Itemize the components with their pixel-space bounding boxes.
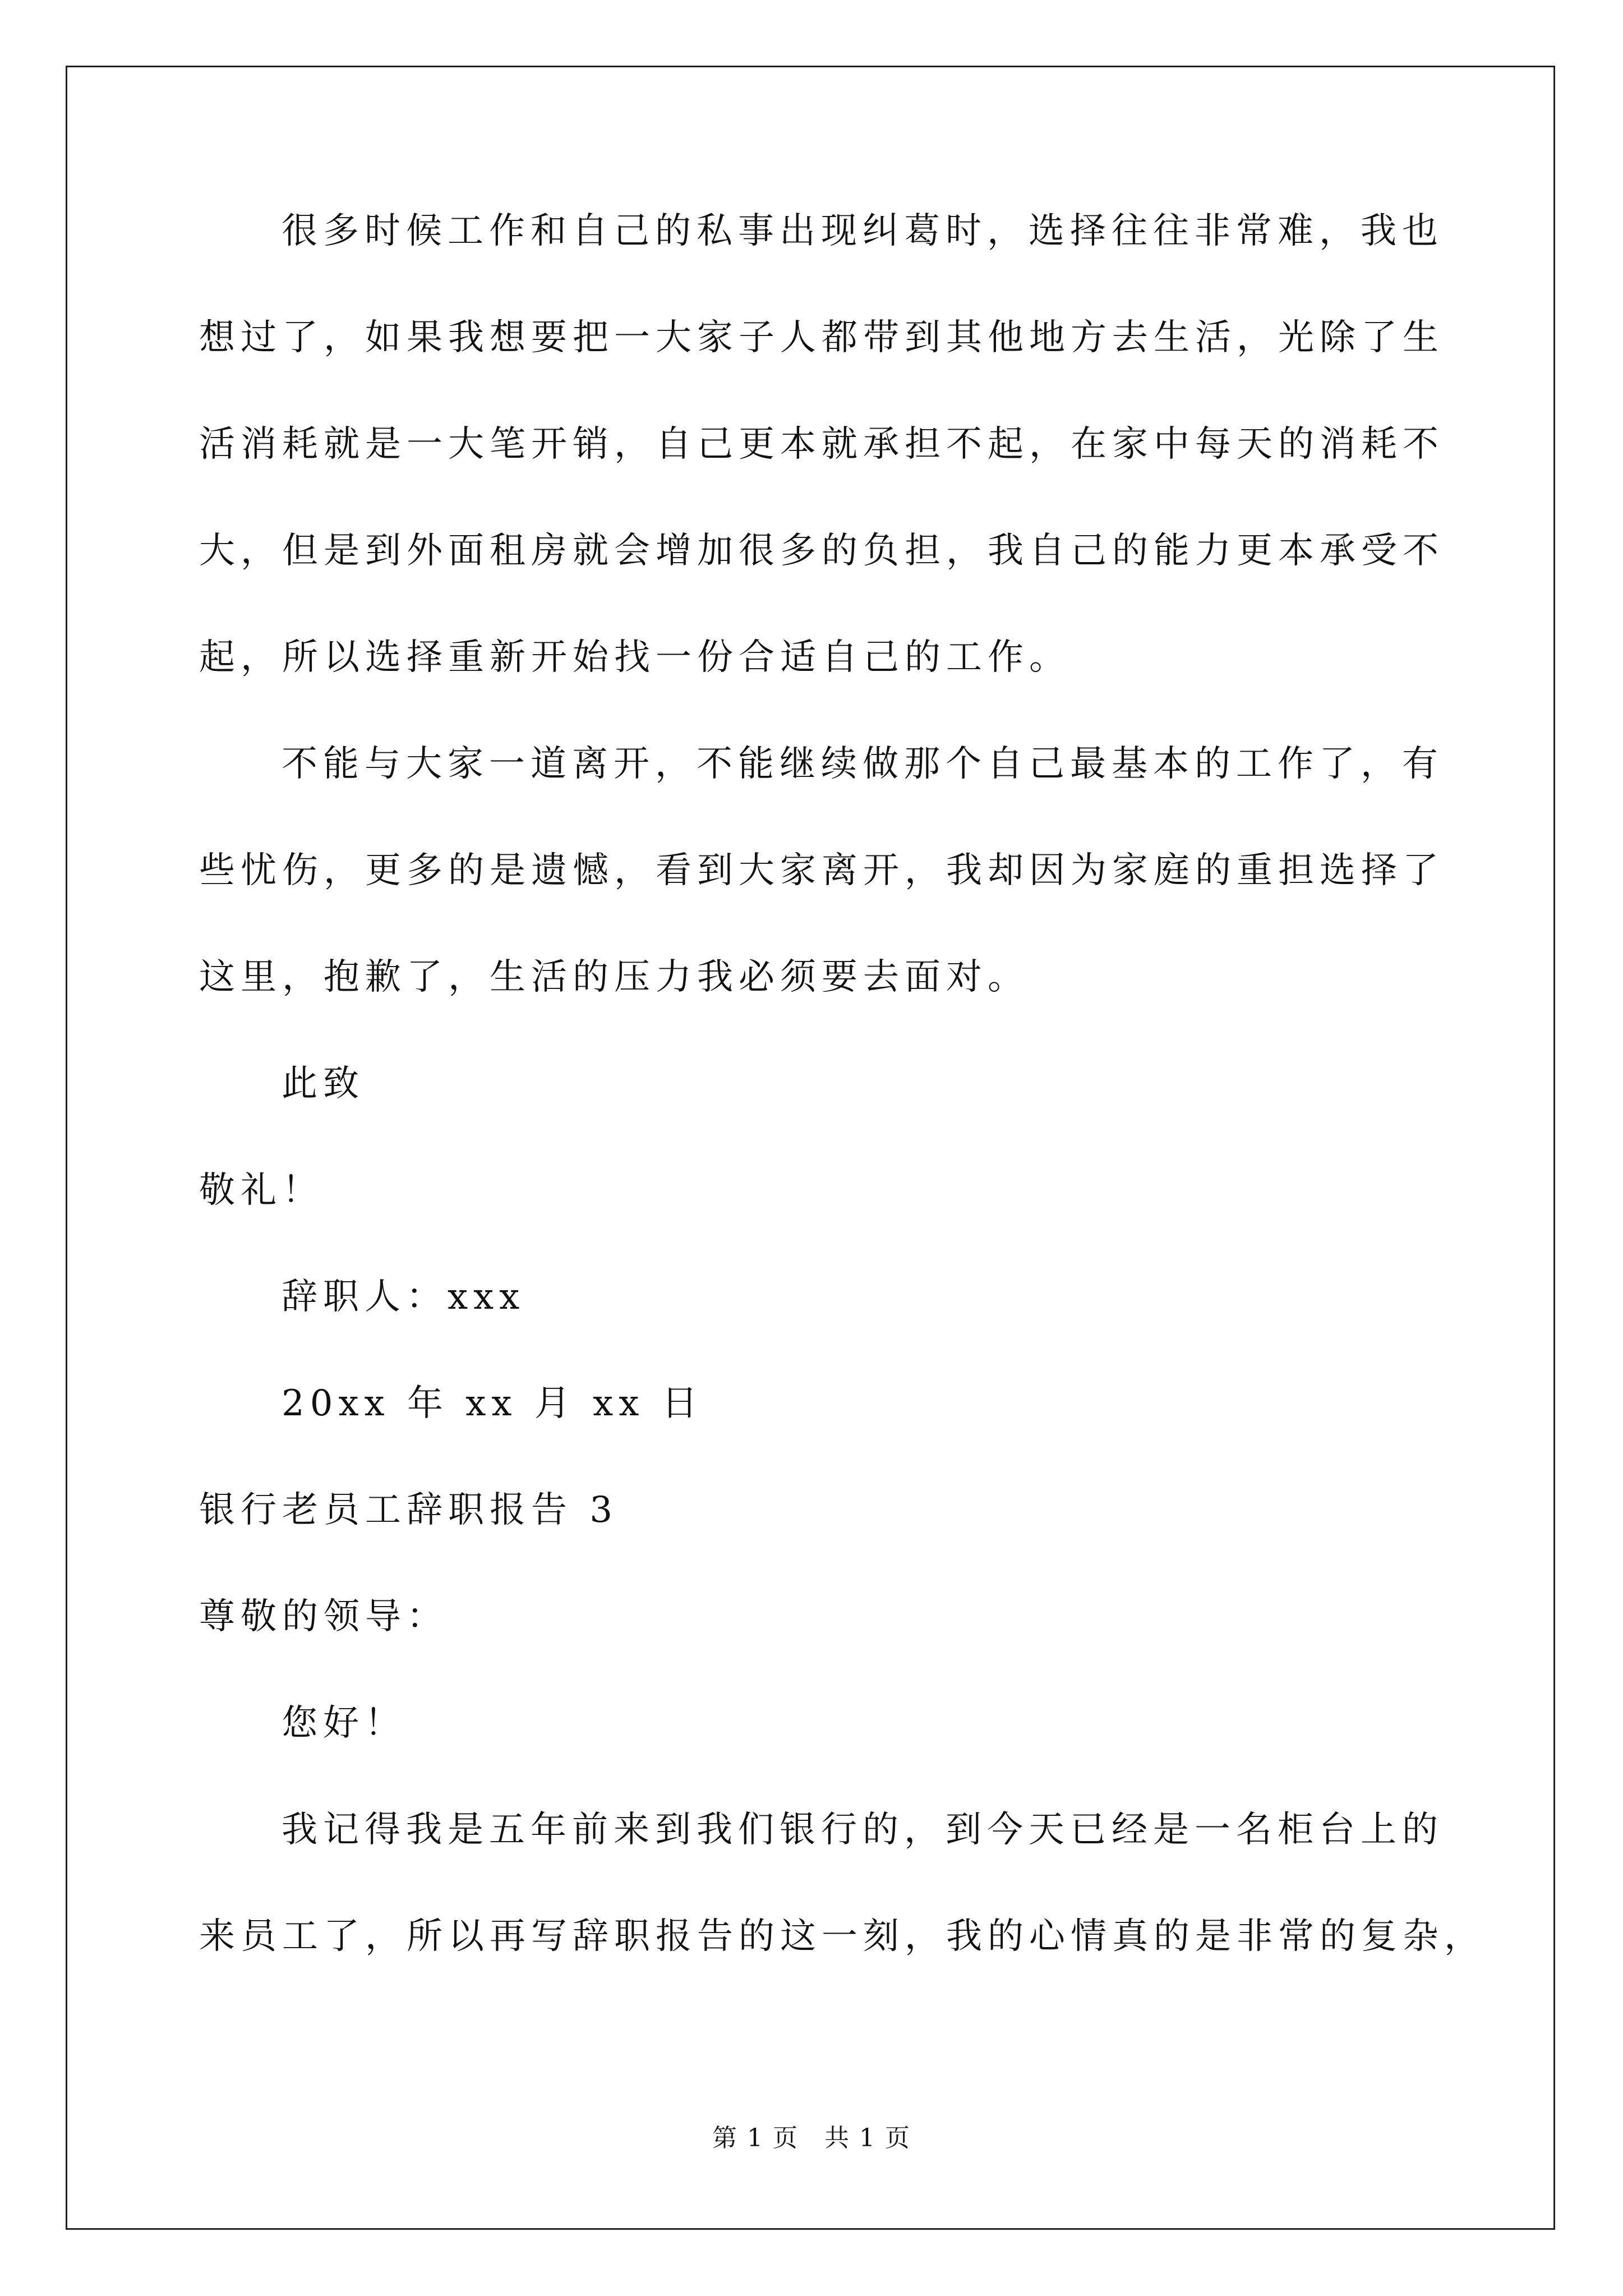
closing-respect: 敬礼！ bbox=[199, 1170, 324, 1211]
closing-salutation: 此致 bbox=[282, 1063, 365, 1105]
date-line: 20xx 年 xx 月 xx 日 bbox=[282, 1383, 703, 1424]
paragraph-line: 来员工了，所以再写辞职报告的这一刻，我的心情真的是非常的复杂， bbox=[199, 1916, 1486, 1957]
paragraph-line: 些忧伤，更多的是遗憾，看到大家离开，我却因为家庭的重担选择了 bbox=[199, 850, 1444, 891]
paragraph-line: 活消耗就是一大笔开销，自己更本就承担不起，在家中每天的消耗不 bbox=[199, 424, 1444, 465]
page-number-footer: 第 1 页 共 1 页 bbox=[712, 2124, 911, 2152]
paragraph-line: 起，所以选择重新开始找一份合适自己的工作。 bbox=[199, 637, 1071, 678]
paragraph-line: 想过了，如果我想要把一大家子人都带到其他地方去生活，光除了生 bbox=[199, 317, 1444, 358]
section-title: 银行老员工辞职报告 3 bbox=[199, 1489, 619, 1531]
paragraph-line: 大，但是到外面租房就会增加很多的负担，我自己的能力更本承受不 bbox=[199, 530, 1444, 572]
paragraph-line: 我记得我是五年前来到我们银行的，到今天已经是一名柜台上的 bbox=[282, 1809, 1444, 1851]
paragraph-line: 很多时候工作和自己的私事出现纠葛时，选择往往非常难，我也 bbox=[282, 210, 1444, 252]
signature-line: 辞职人：xxx bbox=[282, 1276, 525, 1318]
paragraph-line: 不能与大家一道离开，不能继续做那个自己最基本的工作了，有 bbox=[282, 743, 1444, 785]
page-border bbox=[66, 66, 1555, 2230]
paragraph-line: 这里，抱歉了，生活的压力我必须要去面对。 bbox=[199, 956, 1029, 998]
recipient-line: 尊敬的领导： bbox=[199, 1596, 448, 1637]
greeting-line: 您好！ bbox=[282, 1703, 406, 1744]
